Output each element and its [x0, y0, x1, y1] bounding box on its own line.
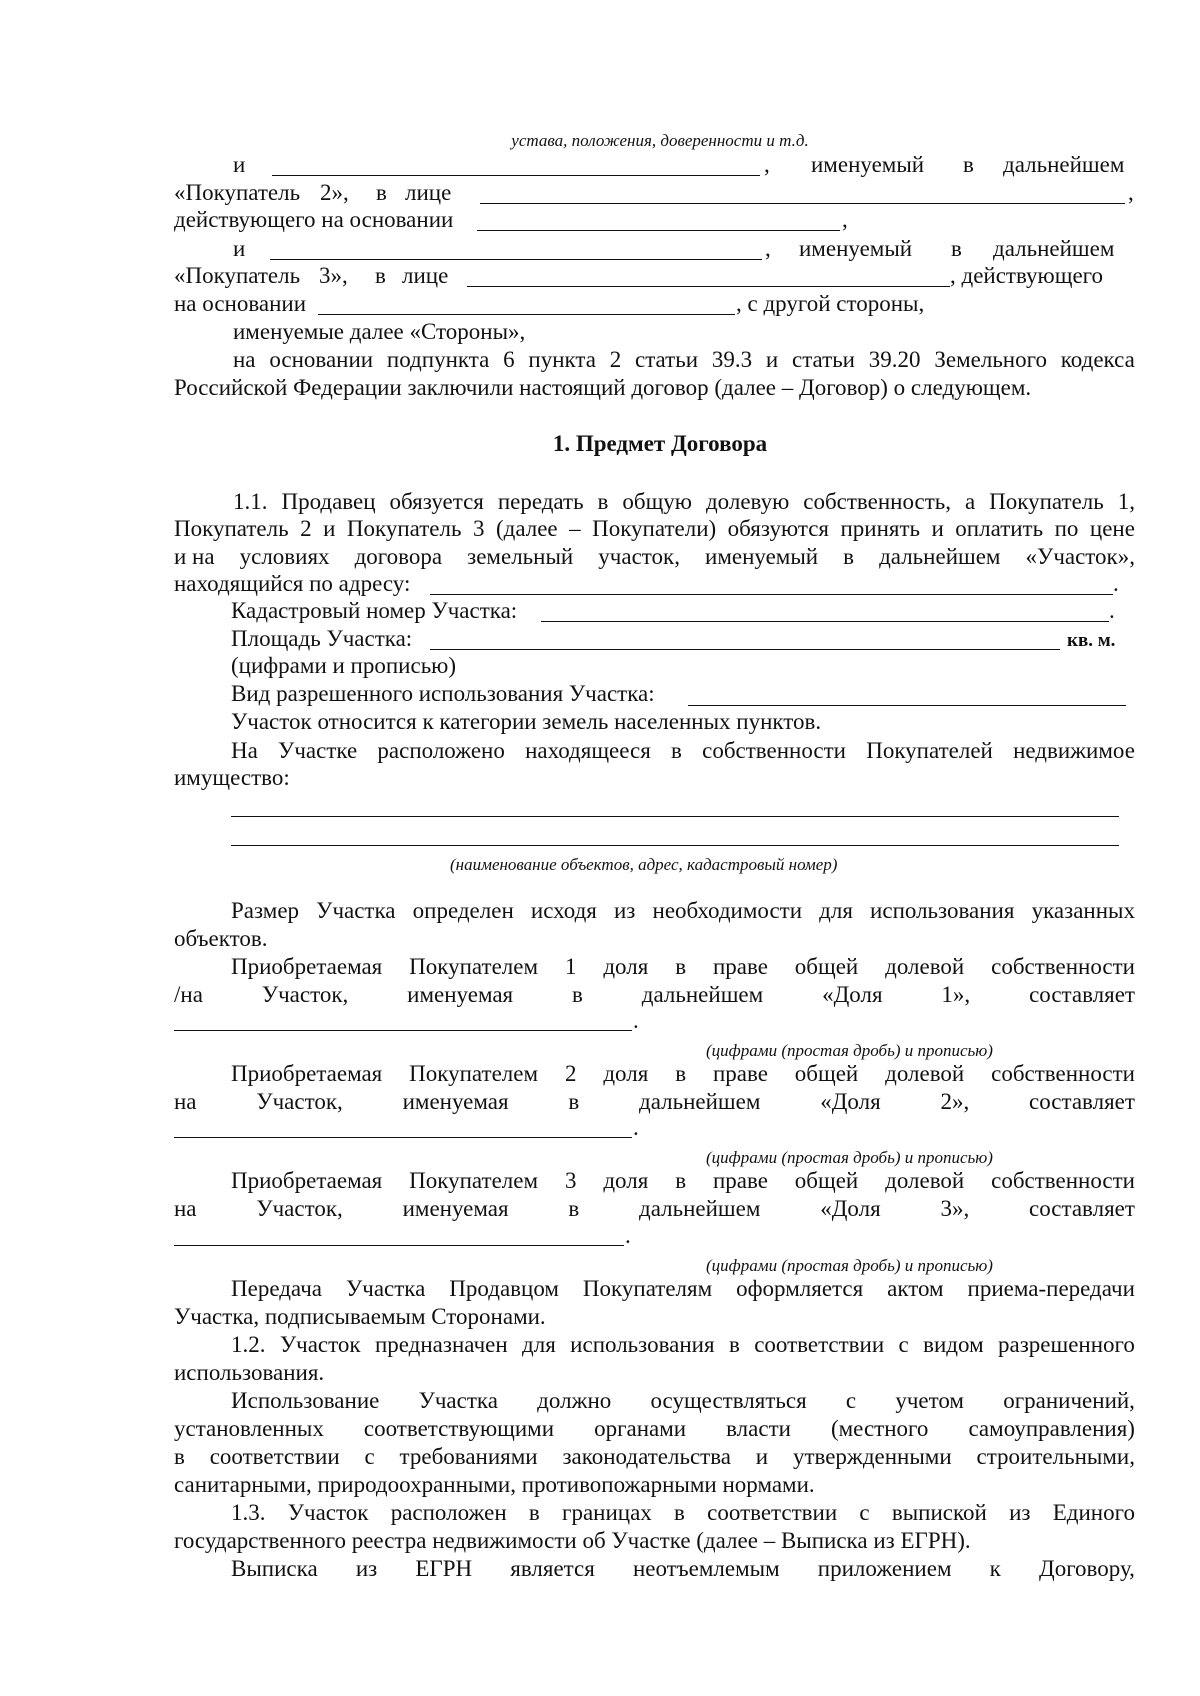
word: доля	[603, 954, 649, 979]
egrn-line	[231, 1556, 1135, 1582]
word: На	[231, 738, 258, 763]
word: собственность,	[803, 489, 952, 514]
objects-field-2[interactable]	[231, 845, 1119, 846]
area-label: Площадь Участка:	[231, 626, 413, 651]
s13-line-2: государственного реестра недвижимости об Участке (далее – Выписка из ЕГРН).	[174, 1528, 971, 1553]
word: учетом	[895, 1388, 964, 1413]
word: в	[174, 1444, 185, 1469]
buyer2-party: «Покупатель	[174, 180, 301, 205]
word: в	[568, 1196, 580, 1221]
s12-line-1	[231, 1332, 1135, 1358]
word: выпиской	[891, 1500, 987, 1525]
word: в	[568, 1089, 580, 1114]
share2-field[interactable]	[174, 1137, 632, 1138]
area-unit: кв. м.	[1067, 630, 1116, 651]
word: Покупатель	[346, 516, 462, 541]
share2-end: .	[633, 1115, 639, 1140]
usage-line-4: санитарными, природоохранными, противопожарными нормами.	[174, 1472, 815, 1497]
word: составляет	[1029, 982, 1135, 1007]
word: Покупателем	[409, 954, 539, 979]
buyer3-named: именуемый	[799, 236, 913, 261]
word: Покупателем	[409, 1168, 539, 1193]
section1-title: 1. Предмет Договора	[552, 431, 768, 456]
word: и	[931, 516, 944, 541]
word: 3	[564, 1168, 577, 1193]
word: доля	[603, 1168, 649, 1193]
word: строительными,	[976, 1444, 1135, 1469]
usage-line-2	[174, 1416, 1135, 1442]
buyer3-and: и	[233, 236, 246, 261]
word: собственности	[991, 1061, 1135, 1086]
share1-line-2	[174, 982, 1135, 1008]
word: обязуются	[727, 516, 829, 541]
word: в	[728, 1332, 740, 1357]
word: должно	[537, 1388, 612, 1413]
word: долевой	[885, 954, 965, 979]
word: на	[233, 347, 256, 372]
buyer2-v: в	[376, 180, 387, 205]
word: принять	[840, 516, 921, 541]
parties-named: именуемые далее «Стороны»,	[233, 319, 526, 344]
basis-line-2: Российской Федерации заключили настоящий договор (далее – Договор) о следующем.	[174, 375, 1032, 400]
word: из	[355, 1556, 378, 1581]
word: долевой	[885, 1061, 965, 1086]
buyer2-acting-comma: ,	[842, 207, 848, 232]
word: из	[1009, 1500, 1031, 1525]
word: Участка	[418, 1388, 498, 1413]
word: Участок	[287, 1500, 369, 1525]
word: «Доля	[822, 982, 883, 1007]
s11-line-3	[174, 544, 1135, 570]
buyer3-v: в	[375, 263, 386, 288]
word: долевую	[705, 489, 790, 514]
word: соответствии	[209, 1444, 340, 1469]
area-hint: (цифрами и прописью)	[231, 653, 457, 678]
word: соответствии	[754, 1332, 885, 1357]
word: органами	[594, 1416, 687, 1441]
word: в	[675, 954, 687, 979]
word: соответствии	[707, 1500, 838, 1525]
word: использования	[870, 898, 1015, 923]
buyer2-comma: ,	[764, 152, 770, 177]
word: «Доля	[820, 1089, 881, 1114]
share2-line-2	[174, 1089, 1135, 1115]
word: Участок,	[256, 1089, 343, 1114]
word: приема-передачи	[967, 1276, 1135, 1301]
address-label: находящийся по адресу:	[174, 571, 411, 596]
word: собственности	[991, 954, 1135, 979]
word: праве	[712, 954, 768, 979]
word: (местного	[830, 1416, 929, 1441]
word: Участка	[316, 898, 396, 923]
buyer3-name-field[interactable]	[270, 259, 762, 260]
word: 2	[609, 347, 622, 372]
word: Покупатель	[174, 516, 289, 541]
word: с	[898, 1332, 909, 1357]
share2-caption: (цифрами (простая дробь) и прописью)	[706, 1148, 993, 1167]
word: «Участок»,	[1025, 544, 1135, 569]
word: с	[859, 1500, 870, 1525]
word: в	[675, 1168, 687, 1193]
word: 1.3.	[231, 1500, 266, 1525]
address-end: .	[1113, 571, 1119, 596]
word: для	[522, 1332, 556, 1357]
word: а	[964, 489, 976, 514]
word: доля	[603, 1061, 649, 1086]
word: Приобретаемая	[231, 1168, 383, 1193]
word: оплатить	[955, 516, 1044, 541]
word: пункта	[528, 347, 596, 372]
word: указанных	[1031, 898, 1135, 923]
realty-line-2: имущество:	[174, 765, 290, 790]
word: праве	[712, 1168, 768, 1193]
buyer3-basis-field[interactable]	[318, 314, 735, 315]
word: праве	[712, 1061, 768, 1086]
usage-line-3	[174, 1444, 1135, 1470]
word: Выписка	[231, 1556, 318, 1581]
word: 1.1.	[233, 489, 268, 514]
word: к	[989, 1556, 1001, 1581]
word: дальнейшем	[641, 982, 764, 1007]
word: ограничений,	[1003, 1388, 1135, 1413]
word: 3»,	[940, 1196, 970, 1221]
word: именуемая	[407, 982, 514, 1007]
share3-line-2	[174, 1196, 1135, 1222]
word: Участок	[279, 1332, 361, 1357]
word: Приобретаемая	[231, 1061, 383, 1086]
word: 1,	[1117, 489, 1135, 514]
share3-field[interactable]	[174, 1245, 624, 1246]
word: 6	[503, 347, 515, 372]
s12-line-2: использования.	[174, 1360, 325, 1385]
buyer2-in: в	[963, 152, 974, 177]
share1-line-1	[231, 954, 1135, 980]
buyer3-num: 3»,	[319, 263, 348, 288]
share3-end: .	[625, 1223, 631, 1248]
category: Участок относится к категории земель населенных пунктов.	[231, 709, 822, 734]
word: недвижимое	[1013, 738, 1135, 763]
buyer2-name-field[interactable]	[272, 175, 760, 176]
word: дальнейшем	[639, 1089, 761, 1114]
buyer2-num: 2»,	[320, 180, 349, 205]
word: дальнейшем	[879, 544, 1001, 569]
buyer3-acting: , действующего	[950, 263, 1104, 288]
word: именуемая	[402, 1089, 509, 1114]
word: «Доля	[820, 1196, 881, 1221]
word: в	[597, 489, 609, 514]
word: Продавец	[281, 489, 376, 514]
word: неотъемлемым	[632, 1556, 780, 1581]
word: в	[671, 738, 682, 763]
share3-line-1	[231, 1168, 1135, 1194]
word: 39.20	[868, 347, 921, 372]
s11-line-2	[174, 516, 1135, 542]
word: законодательства	[562, 1444, 731, 1469]
use-field[interactable]	[688, 705, 1126, 706]
buyer3-party: «Покупатель	[174, 263, 301, 288]
word: власти	[726, 1416, 791, 1441]
buyer3-basis: на основании	[174, 291, 307, 316]
word: на	[174, 1089, 197, 1114]
word: Приобретаемая	[231, 954, 383, 979]
word: Покупателям	[582, 1276, 713, 1301]
share1-caption: (цифрами (простая дробь) и прописью)	[706, 1041, 993, 1060]
word: составляет	[1029, 1089, 1135, 1114]
area-field[interactable]	[430, 649, 1060, 650]
word: собственности	[991, 1168, 1135, 1193]
word: –	[569, 516, 581, 541]
word: Размер	[231, 898, 300, 923]
word: Продавцом	[449, 1276, 559, 1301]
word: Использование	[231, 1388, 380, 1413]
word: оформляется	[736, 1276, 864, 1301]
cadastral-end: .	[1109, 598, 1115, 623]
word: Покупателем	[409, 1061, 539, 1086]
word: Покупателей	[866, 738, 993, 763]
word: Участка	[345, 1276, 426, 1301]
word: предназначен	[374, 1332, 508, 1357]
objects-field-1[interactable]	[231, 816, 1119, 817]
word: 1»,	[941, 982, 971, 1007]
word: и	[755, 1444, 769, 1469]
word: кодекса	[1060, 347, 1135, 372]
word: в	[572, 982, 583, 1007]
word: условиях	[239, 544, 330, 569]
word: общей	[794, 1168, 859, 1193]
word: обязуется	[389, 489, 484, 514]
transfer-line-1	[231, 1276, 1135, 1302]
word: актом	[887, 1276, 944, 1301]
buyer3-face: лице	[402, 263, 449, 288]
word: составляет	[1029, 1196, 1135, 1221]
word: установленных	[174, 1416, 324, 1441]
word: соответствующими	[363, 1416, 555, 1441]
word: основании	[269, 347, 374, 372]
word: участок,	[598, 544, 680, 569]
word: границах	[562, 1500, 652, 1525]
word: в	[674, 1500, 685, 1525]
word: 1	[564, 954, 577, 979]
word: Договору,	[1039, 1556, 1135, 1581]
word: статьи	[791, 347, 855, 372]
document-caption: устава, положения, доверенности и т.д.	[511, 131, 809, 150]
word: общей	[794, 1061, 859, 1086]
word: земельный	[467, 544, 574, 569]
word: и	[323, 516, 336, 541]
word: в	[528, 1500, 540, 1525]
word: 2	[300, 516, 312, 541]
word: и	[765, 347, 779, 372]
s11-line-1	[233, 489, 1135, 515]
word: ЕГРН	[415, 1556, 473, 1581]
word: для	[819, 898, 853, 923]
word: передать	[497, 489, 584, 514]
word: исходя	[530, 898, 597, 923]
buyer2-face: лице	[405, 180, 452, 205]
share2-line-1	[231, 1061, 1135, 1087]
word: с	[845, 1388, 857, 1413]
buyer2-acting: действующего на основании	[174, 207, 454, 232]
usage-line-1	[231, 1388, 1135, 1414]
realty-line-1	[231, 738, 1135, 764]
word: 1.2.	[231, 1332, 266, 1357]
word: с	[364, 1444, 375, 1469]
buyer3-in: в	[951, 236, 962, 261]
buyer2-representative-field[interactable]	[480, 203, 1125, 204]
size-line-1	[231, 898, 1135, 924]
share1-end: .	[633, 1008, 639, 1033]
word: договора	[354, 544, 443, 569]
word: использования	[570, 1332, 715, 1357]
word: самоуправления)	[968, 1416, 1135, 1441]
share1-field[interactable]	[174, 1030, 632, 1031]
word: является	[510, 1556, 595, 1581]
buyer2-basis-field[interactable]	[477, 230, 840, 231]
word: Участок,	[261, 982, 349, 1007]
word: Покупатель	[989, 489, 1104, 514]
word: расположено	[377, 738, 505, 763]
s13-line-1	[231, 1500, 1135, 1526]
word: 2	[564, 1061, 577, 1086]
buyer3-further: дальнейшем	[993, 236, 1115, 261]
word: видом	[923, 1332, 984, 1357]
word: в	[843, 544, 855, 569]
word: 39.3	[711, 347, 753, 372]
cadastral-label: Кадастровый номер Участка:	[231, 598, 518, 623]
word: находящееся	[525, 738, 651, 763]
word: на	[174, 1196, 197, 1221]
buyer3-other-side: , с другой стороны,	[736, 291, 925, 316]
buyer2-named: именуемый	[811, 152, 925, 177]
word: расположен	[390, 1500, 507, 1525]
word: дальнейшем	[639, 1196, 761, 1221]
word: /на	[174, 982, 203, 1007]
cadastral-field[interactable]	[541, 621, 1109, 622]
word: Земельного	[934, 347, 1047, 372]
share3-caption: (цифрами (простая дробь) и прописью)	[706, 1256, 993, 1275]
word: статьи	[635, 347, 699, 372]
word: Покупатели)	[592, 516, 717, 541]
word: требованиями	[399, 1444, 538, 1469]
word: Участок,	[256, 1196, 343, 1221]
word: подпункта	[386, 347, 490, 372]
word: общую	[622, 489, 692, 514]
word: 3	[472, 516, 485, 541]
word: в	[675, 1061, 687, 1086]
word: и на	[174, 544, 215, 569]
buyer2-further: дальнейшем	[1003, 152, 1125, 177]
word: по	[1054, 516, 1079, 541]
word: определен	[412, 898, 514, 923]
size-line-2: объектов.	[174, 926, 268, 951]
word: цене	[1089, 516, 1135, 541]
buyer2-trail-comma: ,	[1128, 180, 1134, 205]
objects-caption: (наименование объектов, адрес, кадастровый номер)	[450, 855, 838, 874]
word: осуществляться	[650, 1388, 807, 1413]
word: из	[613, 898, 636, 923]
address-field[interactable]	[430, 594, 1113, 595]
word: утвержденными	[792, 1444, 952, 1469]
word: Передача	[231, 1276, 322, 1301]
use-label: Вид разрешенного использования Участка:	[231, 681, 655, 706]
basis-line-1	[233, 347, 1135, 373]
word: 2»,	[940, 1089, 970, 1114]
buyer3-comma: ,	[765, 236, 771, 261]
word: (далее	[495, 516, 558, 541]
buyer3-representative-field[interactable]	[467, 286, 950, 287]
word: общей	[794, 954, 859, 979]
word: приложением	[817, 1556, 952, 1581]
transfer-line-2: Участка, подписываемым Сторонами.	[174, 1304, 546, 1329]
word: Участке	[278, 738, 358, 763]
word: собственности	[702, 738, 846, 763]
word: Единого	[1052, 1500, 1135, 1525]
word: необходимости	[652, 898, 803, 923]
word: именуемый	[705, 544, 819, 569]
word: разрешенного	[998, 1332, 1135, 1357]
word: именуемая	[402, 1196, 509, 1221]
buyer2-and: и	[233, 152, 246, 177]
word: долевой	[885, 1168, 965, 1193]
